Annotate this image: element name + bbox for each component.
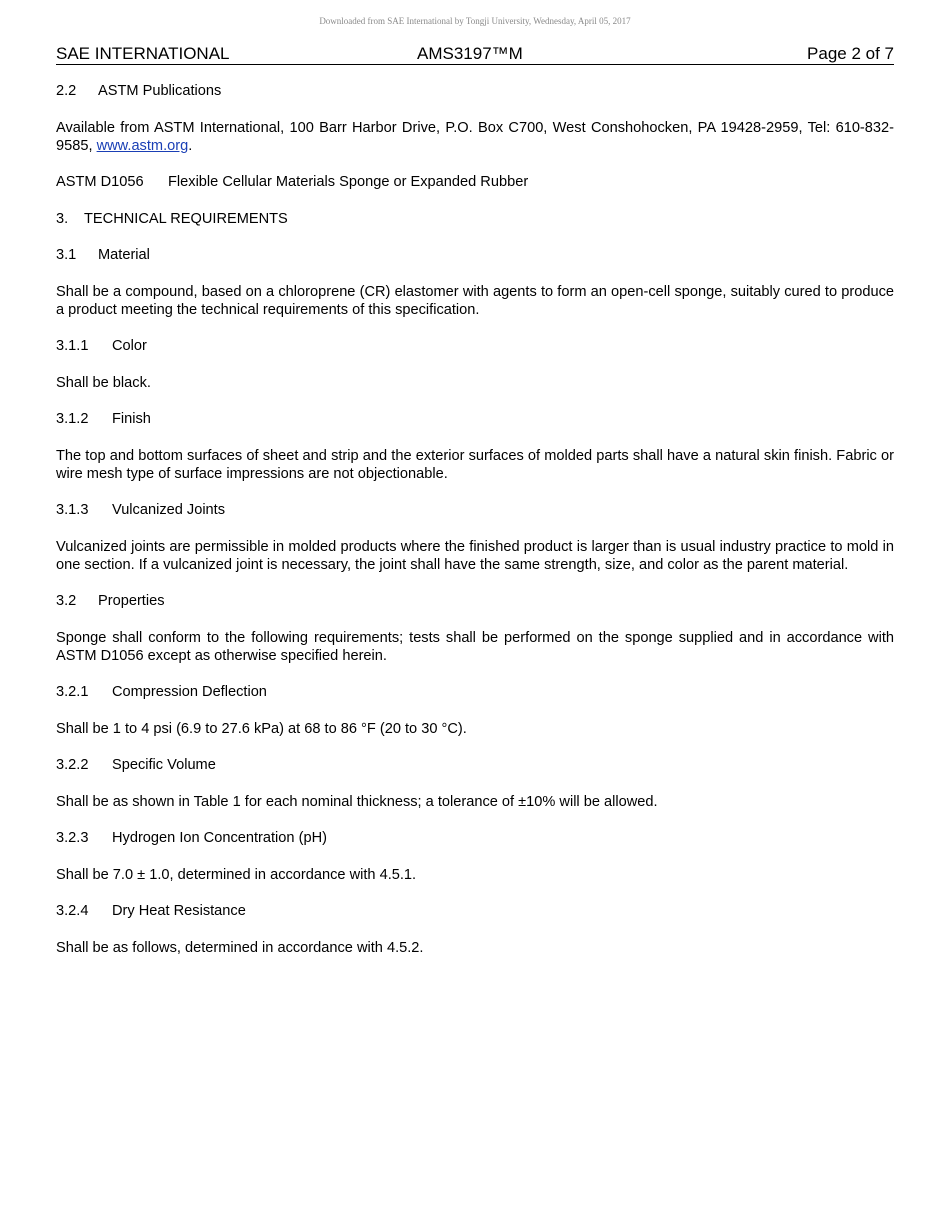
section-body: Shall be 1 to 4 psi (6.9 to 27.6 kPa) at 68 to 86 °F (20 to 30 °C). [56, 720, 467, 737]
section-heading: 3.1.3 Vulcanized Joints [56, 502, 226, 518]
section-body: Shall be as follows, determined in accordance with 4.5.2. [56, 939, 424, 956]
astm-website-link[interactable]: www.astm.org [96, 137, 189, 154]
download-watermark: Downloaded from SAE International by Tongji University, Wednesday, April 05, 2017 [319, 16, 631, 26]
section-body: Shall be a compound, based on a chloroprene (CR) elastomer with agents to form an open-cell sponge, suitably cured to produce a product meeting the technical requirements of this specification. [56, 283, 894, 318]
section-heading: 3.1.1 Color [56, 338, 147, 354]
header-page-number: Page 2 of 7 [807, 44, 894, 63]
section-heading: 3. TECHNICAL REQUIREMENTS [56, 210, 288, 227]
section-body: Shall be as shown in Table 1 for each nominal thickness; a tolerance of ±10% will be allowed. [56, 793, 658, 810]
header-doc-number: AMS3197™M [417, 44, 523, 63]
document-body [56, 82, 894, 975]
section-heading: 3.2.4 Dry Heat Resistance [56, 903, 246, 919]
section-heading: 2.2 ASTM Publications [56, 83, 222, 99]
section-heading: 3.2.1 Compression Deflection [56, 684, 267, 700]
section-heading: 3.2 Properties [56, 593, 165, 609]
section-body: Vulcanized joints are permissible in molded products where the finished product is larger than is usual industry practice to mold in one section. If a vulcanized joint is necessary, the joint shall have the same strength, size, and color as the parent material. [56, 538, 894, 573]
section-heading: 3.1 Material [56, 247, 150, 263]
section-heading: 3.2.3 Hydrogen Ion Concentration (pH) [56, 830, 327, 846]
page-header [56, 44, 894, 65]
astm-reference: ASTM D1056 Flexible Cellular Materials Sponge or Expanded Rubber [56, 174, 529, 190]
section-body: Shall be 7.0 ± 1.0, determined in accordance with 4.5.1. [56, 866, 417, 883]
section-heading: 3.1.2 Finish [56, 411, 151, 427]
section-body: Shall be black. [56, 374, 151, 391]
header-org: SAE INTERNATIONAL [56, 44, 230, 63]
section-body: Sponge shall conform to the following requirements; tests shall be performed on the sponge supplied and in accordance with ASTM D1056 except as otherwise specified herein. [56, 629, 894, 664]
section-heading: 3.2.2 Specific Volume [56, 757, 216, 773]
section-body: The top and bottom surfaces of sheet and strip and the exterior surfaces of molded parts shall have a natural skin finish. Fabric or wire mesh type of surface impressions are not objectionable. [56, 447, 894, 482]
astm-availability-paragraph: Available from ASTM International, 100 Barr Harbor Drive, P.O. Box C700, West Conshohocken, PA 19428-2959, Tel: 610-832-9585, www.astm.org. [56, 119, 894, 154]
